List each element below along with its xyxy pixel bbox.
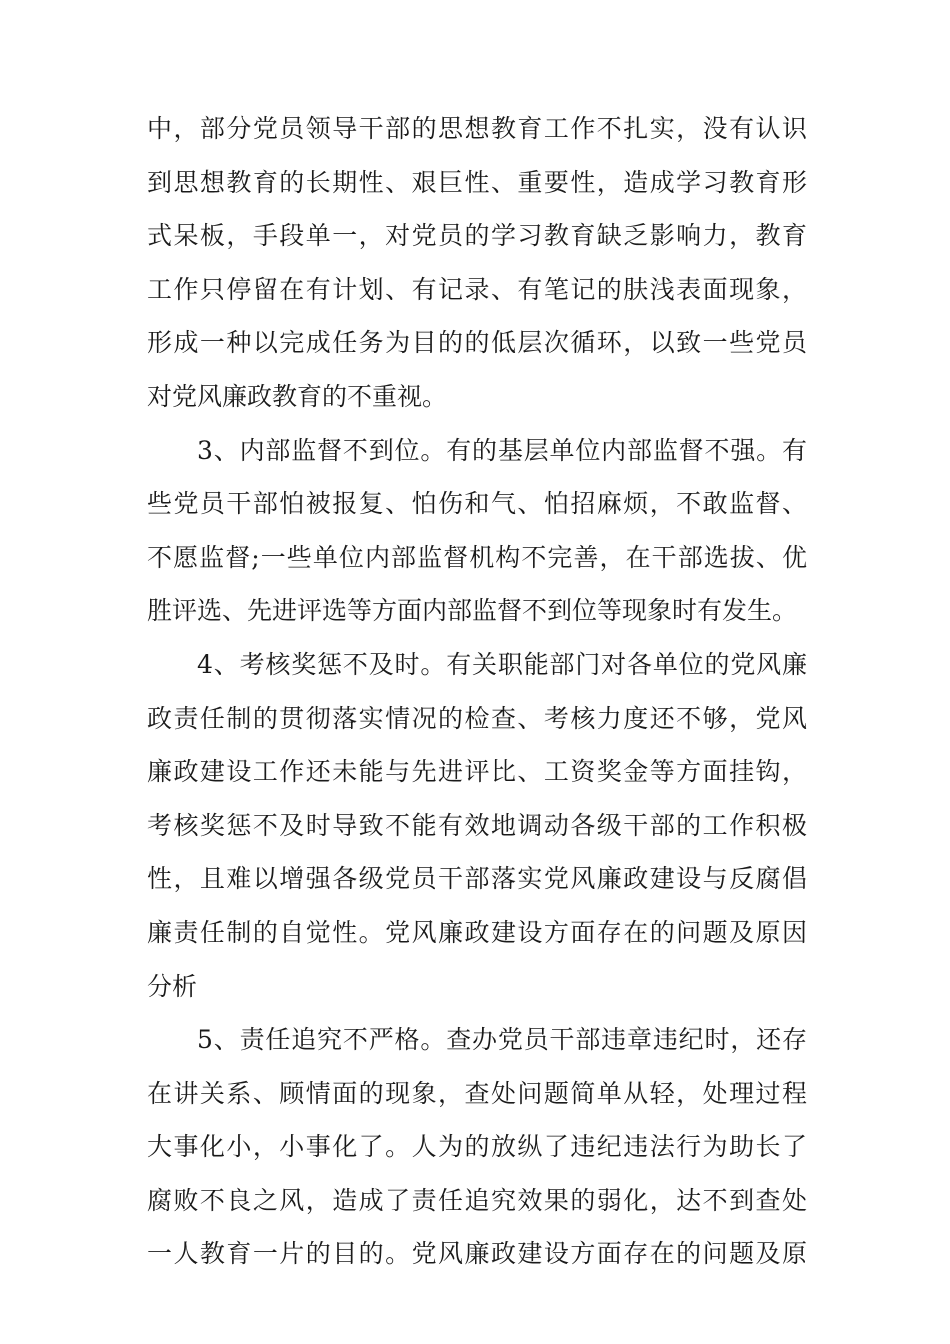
document-body: [147, 102, 807, 1281]
text-line: 考核奖惩不及时导致不能有效地调动各级干部的工作积极: [147, 810, 807, 840]
text-line: 5、责任追究不严格。查办党员干部违章违纪时，还存: [197, 1025, 807, 1055]
text-line: 在讲关系、顾情面的现象，查处问题简单从轻，处理过程: [147, 1078, 807, 1108]
text-line: 中，部分党员领导干部的思想教育工作不扎实，没有认识: [147, 114, 807, 143]
text-line: 性，且难以增强各级党员干部落实党风廉政建设与反腐倡: [147, 864, 807, 894]
text-line: 大事化小，小事化了。人为的放纵了违纪违法行为助长了: [147, 1132, 807, 1162]
text-line: 形成一种以完成任务为目的的低层次循环，以致一些党员: [147, 328, 807, 358]
text-line: 些党员干部怕被报复、怕伤和气、怕招麻烦，不敢监督、: [147, 489, 807, 519]
text-line: 工作只停留在有计划、有记录、有笔记的肤浅表面现象，: [147, 274, 807, 304]
text-line: 分析: [147, 971, 198, 1001]
text-line: 廉责任制的自觉性。党风廉政建设方面存在的问题及原因: [147, 917, 807, 947]
text-line: 4、考核奖惩不及时。有关职能部门对各单位的党风廉: [197, 649, 807, 679]
text-line: 腐败不良之风，造成了责任追究效果的弱化，达不到查处: [147, 1185, 807, 1215]
text-line: 一人教育一片的目的。党风廉政建设方面存在的问题及原: [147, 1239, 807, 1269]
text-line: 式呆板，手段单一，对党员的学习教育缺乏影响力，教育: [147, 221, 807, 251]
text-line: 廉政建设工作还未能与先进评比、工资奖金等方面挂钩，: [147, 757, 807, 787]
text-line: 不愿监督;一些单位内部监督机构不完善，在干部选拔、优: [147, 542, 807, 572]
text-line: 政责任制的贯彻落实情况的检查、考核力度还不够，党风: [147, 703, 807, 733]
text-line: 胜评选、先进评选等方面内部监督不到位等现象时有发生。: [147, 596, 798, 626]
text-line: 到思想教育的长期性、艰巨性、重要性，造成学习教育形: [147, 167, 807, 197]
text-line: 对党风廉政教育的不重视。: [147, 381, 448, 411]
text-line: 3、内部监督不到位。有的基层单位内部监督不强。有: [197, 435, 807, 465]
